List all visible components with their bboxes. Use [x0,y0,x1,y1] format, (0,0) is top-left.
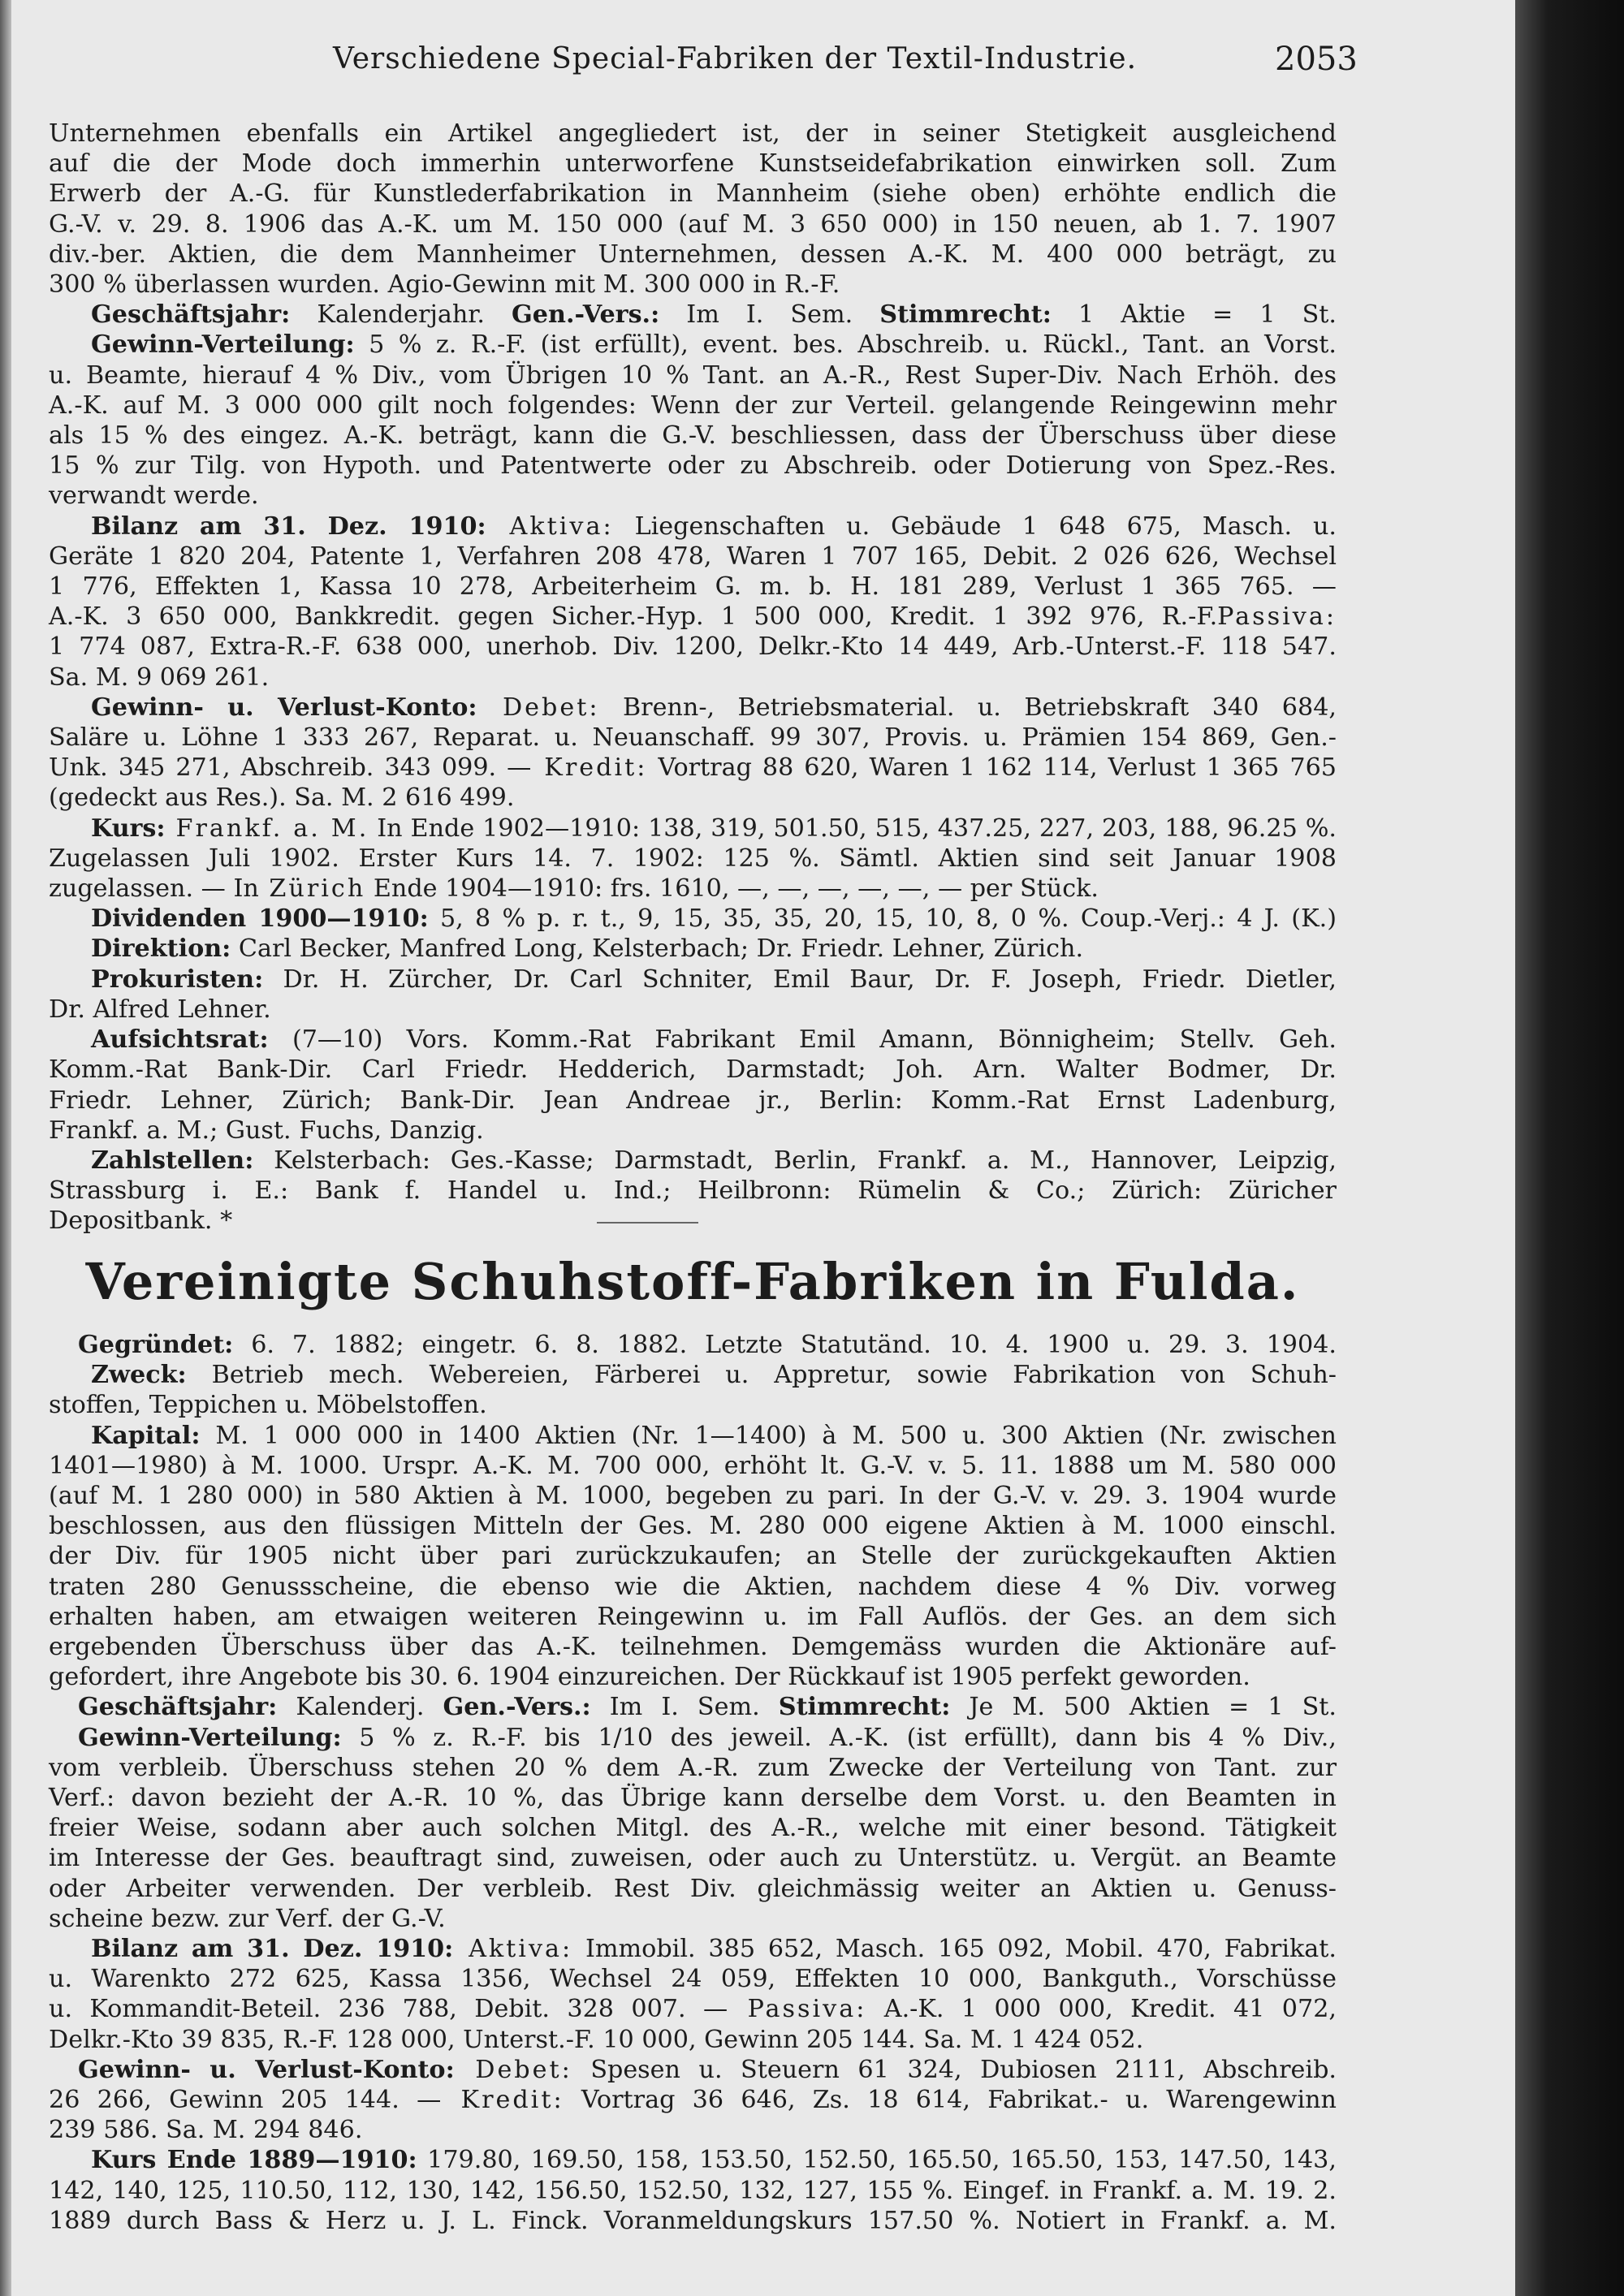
line-text: 5, 8 % p. r. t., 9, 15, 35, 35, 20, 15, 10, 8, 0 %. Coup.-Verj.: 4 J. (K.) [428,904,1337,934]
text-line [49,2115,1337,2145]
line-text: 1 774 087, Extra-R.-F. 638 000, unerhob. Div. 1200, Delkr.-Kto 14 449, Arb.-Unterst.-F. 118 547. [49,632,1337,662]
text-line [49,1964,1337,1994]
line-text: zugelassen. — In [49,874,259,904]
section-label: Direktion: [91,934,231,964]
section-label: Dividenden 1900—1910: [91,904,429,934]
line-text: 179.80, 169.50, 158, 153.50, 152.50, 165.50, 165.50, 153, 147.50, 143, [417,2146,1337,2175]
line-text: Strassburg i. E.: Bank f. Handel u. Ind.; Heilbronn: Rümelin & Co.; Zürich: Züricher [49,1176,1337,1206]
text-line [49,1481,1337,1511]
text-line [49,965,1337,995]
text-line [49,662,1337,693]
line-text: scheine bezw. zur Verf. der G.-V. [49,1904,446,1933]
text-line [49,1206,1337,1236]
line-text: In [369,814,403,843]
text-line [49,1511,1337,1541]
text-line [49,632,1337,662]
running-header: Verschiedene Special-Fabriken der Textil-Industrie. [333,42,1138,76]
line-text: Verf.: davon bezieht der A.-R. 10 %, das Übrige kann derselbe dem Vorst. u. den Beamten in [49,1784,1337,1813]
line-text: Unk. 345 271, Abschreib. 343 099. — [49,753,532,783]
text-line [49,1330,1337,1360]
section-divider [597,1222,698,1224]
section-label: Bilanz am 31. Dez. 1910: [91,1935,454,1964]
section-label: Gewinn-Verteilung: [78,1723,342,1752]
section-label: Geschäftsjahr: [78,1693,278,1722]
text-line [49,1723,1337,1753]
line-text: 5 % z. R.-F. (ist erfüllt), event. bes. Abschreib. u. Rückl., Tant. an Vorst. [354,330,1337,360]
line-text: Spesen u. Steuern 61 324, Dubiosen 2111, Abschreib. [572,2055,1337,2084]
spaced-keyword: Debet: [454,2055,572,2084]
section-label: Gegründet: [78,1331,234,1359]
line-text: Depositbank. * [49,1206,233,1236]
text-line [49,1874,1337,1904]
section-label: Stimmrecht: [879,300,1052,330]
text-line [49,602,1337,632]
section-label: Gen.-Vers.: [443,1693,591,1722]
line-text: Geräte 1 820 204, Patente 1, Verfahren 208 478, Waren 1 707 165, Debit. 2 026 626, Wechsel [49,542,1337,571]
section-label: Gewinn- u. Verlust-Konto: [91,693,477,722]
page-binding-edge [0,0,11,2296]
text-line [49,1813,1337,1843]
line-text: Ende 1904—1910: frs. 1610, —, —, —, —, —, — per Stück. [365,874,1099,904]
line-text: im Interesse der Ges. beauftragt sind, zuweisen, oder auch zu Unterstütz. u. Vergüt. an Beamte [49,1844,1337,1873]
line-text: u. Beamte, hierauf 4 % Div., vom Übrigen 10 % Tant. an A.-R., Rest Super-Div. Nach Erhöh. des [49,360,1337,390]
line-text: 1 776, Effekten 1, Kassa 10 278, Arbeiterheim G. m. b. H. 181 289, Verlust 1 365 765. — [49,572,1337,602]
section-label: Kurs Ende 1889—1910: [91,2146,417,2175]
line-text: u. Kommandit-Beteil. 236 788, Debit. 328 007. — [49,1995,728,2024]
section-label: Prokuristen: [91,965,264,994]
section-label: Geschäftsjahr: [91,300,291,330]
text-line [49,209,1337,240]
line-text: vom verbleib. Überschuss stehen 20 % dem A.-R. zum Zwecke der Verteilung von Tant. zur [49,1753,1337,1782]
text-line [49,1994,1337,2024]
text-line [49,240,1337,270]
line-text: Dr. Alfred Lehner. [49,995,271,1024]
text-line [49,934,1337,964]
spaced-keyword: Kredit: [441,2086,564,2115]
line-text: 142, 140, 125, 110.50, 112, 130, 142, 156.50, 152.50, 132, 127, 155 %. Eingef. in Frankf. a. M. 19. 2. [49,2176,1337,2205]
line-text: 1889 durch Bass & Herz u. J. L. Finck. Voranmeldungskurs 157.50 %. Notiert in Frankf. a. M. [49,2206,1337,2235]
line-text: (auf M. 1 280 000) in 580 Aktien à M. 1000, begeben zu pari. In der G.-V. v. 29. 3. 1904 wurde [49,1482,1337,1511]
line-text: 1 Aktie = 1 St. [1051,300,1337,330]
text-line [49,753,1337,783]
line-text: (7—10) Vors. Komm.-Rat Fabrikant Emil Amann, Bönnigheim; Stellv. Geh. [268,1025,1337,1055]
line-text: Je M. 500 Aktien = 1 St. [950,1693,1337,1722]
line-text: Saläre u. Löhne 1 333 267, Reparat. u. Neuanschaff. 99 307, Provis. u. Prämien 154 869, Gen.- [49,723,1337,753]
text-line [49,904,1337,934]
text-line [49,2055,1337,2085]
line-text: Delkr.-Kto 39 835, R.-F. 128 000, Unterst.-F. 10 000, Gewinn 205 144. Sa. M. 1 424 052. [49,2025,1144,2054]
line-text: Liegenschaften u. Gebäude 1 648 675, Masch. u. [613,511,1337,541]
line-text: als 15 % des eingez. A.-K. beträgt, kann die G.-V. beschliessen, dass der Überschuss über diese [49,421,1337,451]
text-line [49,2176,1337,2206]
line-text: M. 1 000 000 in 1400 Aktien (Nr. 1—1400) à M. 500 u. 300 Aktien (Nr. zwischen [200,1421,1337,1450]
line-text: Im I. Sem. [659,300,880,330]
text-line [49,300,1337,330]
company-title: Vereinigte Schuhstoff-Fabriken in Fulda. [85,1252,1300,1311]
text-line [49,542,1337,572]
company-entry-continued [49,119,1337,1236]
line-text: 6. 7. 1882; eingetr. 6. 8. 1882. Letzte Statutänd. 10. 4. 1900 u. 29. 3. 1904. [233,1331,1337,1359]
text-line [49,572,1337,602]
line-text: G.-V. v. 29. 8. 1906 das A.-K. um M. 150 000 (auf M. 3 650 000) in 150 neuen, ab 1. 7. 1907 [49,209,1337,239]
section-label: Zahlstellen: [91,1146,254,1175]
line-text: der Div. für 1905 nicht über pari zurückzukaufen; an Stelle der zurückgekauften Aktien [49,1542,1337,1571]
line-text: auf die der Mode doch immerhin unterworfene Kunstseidefabrikation einwirken soll. Zum [49,149,1337,179]
text-line [49,995,1337,1025]
page-number: 2053 [1275,41,1358,78]
text-line [49,1602,1337,1632]
spaced-keyword: Frankf. a. M. [165,814,369,843]
section-label: Gewinn- u. Verlust-Konto: [78,2055,455,2084]
line-text: Ende 1902—1910: 138, 319, 501.50, 515, 437.25, 227, 203, 188, 96.25 %. [402,814,1337,843]
text-line [49,1843,1337,1873]
line-text: Dr. H. Zürcher, Dr. Carl Schniter, Emil Baur, Dr. F. Joseph, Friedr. Dietler, [263,965,1337,994]
line-text: Vortrag 36 646, Zs. 18 614, Fabrikat.- u. Warengewinn [564,2086,1337,2115]
line-text: (gedeckt aus Res.). Sa. M. 2 616 499. [49,783,515,813]
section-label: Zweck: [91,1361,187,1390]
text-line [49,1692,1337,1722]
section-label: Aufsichtsrat: [91,1025,269,1055]
line-text: Friedr. Lehner, Zürich; Bank-Dir. Jean Andreae jr., Berlin: Komm.-Rat Ernst Ladenburg, [49,1085,1337,1115]
text-line [49,1632,1337,1662]
company-entry-schuhstoff [49,1330,1337,2236]
line-text: beschlossen, aus den flüssigen Mitteln der Ges. M. 280 000 eigene Aktien à M. 1000 einschl. [49,1512,1337,1541]
line-text: traten 280 Genussscheine, die ebenso wie die Aktien, nachdem diese 4 % Div. vorweg [49,1572,1337,1601]
text-line [49,1904,1337,1934]
text-line [49,179,1337,209]
line-text: A.-K. 3 650 000, Bankkredit. gegen Sicher.-Hyp. 1 500 000, Kredit. 1 392 976, R.-F. [49,602,1218,632]
line-text: div.-ber. Aktien, die dem Mannheimer Unternehmen, dessen A.-K. M. 400 000 beträgt, zu [49,240,1337,269]
text-line [49,814,1337,844]
text-line [49,2025,1337,2055]
line-text: freier Weise, sodann aber auch solchen Mitgl. des A.-R., welche mit einer besond. Tätigkeit [49,1814,1337,1843]
line-text: verwandt werde. [49,481,259,511]
text-line [49,1572,1337,1602]
text-line [49,1116,1337,1146]
spaced-keyword: Kredit: [531,753,648,783]
section-label: Gewinn-Verteilung: [91,330,355,360]
text-line [49,421,1337,451]
text-line [49,693,1337,723]
text-line [49,1176,1337,1206]
line-text: Frankf. a. M.; Gust. Fuchs, Danzig. [49,1116,484,1145]
text-line [49,2085,1337,2115]
line-text: Kalenderjahr. [290,300,512,330]
section-label: Bilanz am 31. Dez. 1910: [91,511,486,541]
line-text: u. Warenkto 272 625, Kassa 1356, Wechsel 24 059, Effekten 10 000, Bankguth., Vorschüsse [49,1965,1337,1994]
line-text: gefordert, ihre Angebote bis 30. 6. 1904 einzureichen. Der Rückkauf ist 1905 perfekt geworden. [49,1663,1250,1692]
text-line [49,1541,1337,1571]
line-text: Brenn-, Betriebsmaterial. u. Betriebskraft 340 684, [599,693,1337,722]
line-text: Kelsterbach: Ges.-Kasse; Darmstadt, Berlin, Frankf. a. M., Hannover, Leipzig, [253,1146,1337,1175]
section-label: Gen.-Vers.: [512,300,660,330]
text-line [49,149,1337,179]
text-line [49,874,1337,904]
line-text: Erwerb der A.-G. für Kunstlederfabrikation in Mannheim (siehe oben) erhöhte endlich die [49,179,1337,209]
text-line [49,2145,1337,2175]
text-line [49,1753,1337,1783]
line-text: A.-K. 1 000 000, Kredit. 41 072, [866,1995,1337,2024]
line-text: Unternehmen ebenfalls ein Artikel angegliedert ist, der in seiner Stetigkeit ausgleichend [49,119,1337,148]
text-line [49,844,1337,874]
spaced-keyword: Passiva: [728,1995,867,2024]
text-line [49,511,1337,542]
section-label: Stimmrecht: [778,1693,951,1722]
text-line [49,783,1337,813]
line-text: Komm.-Rat Bank-Dir. Carl Friedr. Hedderich, Darmstadt; Joh. Arn. Walter Bodmer, Dr. [49,1055,1337,1085]
text-line [49,451,1337,481]
section-label: Kurs: [91,814,166,843]
text-line [49,1146,1337,1176]
line-text: 300 % überlassen wurden. Agio-Gewinn mit M. 300 000 in R.-F. [49,270,840,300]
text-line [49,723,1337,753]
text-line [49,119,1337,149]
text-line [49,2206,1337,2236]
line-text: A.-K. auf M. 3 000 000 gilt noch folgendes: Wenn der zur Verteil. gelangende Reingewinn mehr [49,391,1337,420]
text-line [49,1055,1337,1085]
spaced-keyword: Aktiva: [453,1935,573,1964]
text-line [49,360,1337,391]
line-text: 15 % zur Tilg. von Hypoth. und Patentwerte oder zu Abschreib. oder Dotierung von Spez.-Res. [49,451,1337,481]
text-line [49,391,1337,421]
spaced-keyword: Debet: [477,693,600,722]
text-line [49,1390,1337,1420]
text-line [49,1934,1337,1964]
line-text: erhalten haben, am etwaigen weiteren Reingewinn u. im Fall Auflös. der Ges. an dem sich [49,1602,1337,1631]
text-line [49,1085,1337,1116]
section-label: Kapital: [91,1421,201,1450]
text-line [49,270,1337,300]
line-text: oder Arbeiter verwenden. Der verbleib. Rest Div. gleichmässig weiter an Aktien u. Genuss- [49,1874,1337,1903]
line-text: 26 266, Gewinn 205 144. — [49,2086,442,2115]
text-line [49,1360,1337,1390]
text-line [49,1421,1337,1451]
text-line [49,1451,1337,1481]
line-text: Zugelassen Juli 1902. Erster Kurs 14. 7. 1902: 125 %. Sämtl. Aktien sind seit Januar 1908 [49,844,1337,873]
text-line [49,1662,1337,1692]
line-text: Vortrag 88 620, Waren 1 162 114, Verlust 1 365 765 [647,753,1337,783]
line-text: ergebenden Überschuss über das A.-K. teilnehmen. Demgemäss wurden die Aktionäre auf- [49,1633,1337,1662]
line-text: Im I. Sem. [590,1693,779,1722]
spaced-keyword: Aktiva: [486,511,614,541]
line-text: Immobil. 385 652, Masch. 165 092, Mobil. 470, Fabrikat. [572,1935,1337,1964]
text-line [49,1783,1337,1813]
line-text: 5 % z. R.-F. bis 1/10 des jeweil. A.-K. (ist erfüllt), dann bis 4 % Div., [341,1723,1337,1752]
line-text: stoffen, Teppichen u. Möbelstoffen. [49,1391,487,1420]
line-text: Kalenderj. [277,1693,443,1722]
spaced-keyword: Passiva: [1217,602,1337,632]
line-text: 1401—1980) à M. 1000. Urspr. A.-K. M. 700 000, erhöht lt. G.-V. v. 5. 11. 1888 um M. 580 000 [49,1451,1337,1480]
spaced-keyword: Zürich [258,874,366,904]
line-text: Sa. M. 9 069 261. [49,662,270,692]
line-text: Carl Becker, Manfred Long, Kelsterbach; Dr. Friedr. Lehner, Zürich. [231,934,1084,964]
text-line [49,1025,1337,1055]
line-text: Betrieb mech. Webereien, Färberei u. Appretur, sowie Fabrikation von Schuh- [186,1361,1337,1390]
text-line [49,330,1337,360]
text-line [49,481,1337,511]
scan-dark-margin [1515,0,1624,2296]
line-text: 239 586. Sa. M. 294 846. [49,2116,363,2145]
